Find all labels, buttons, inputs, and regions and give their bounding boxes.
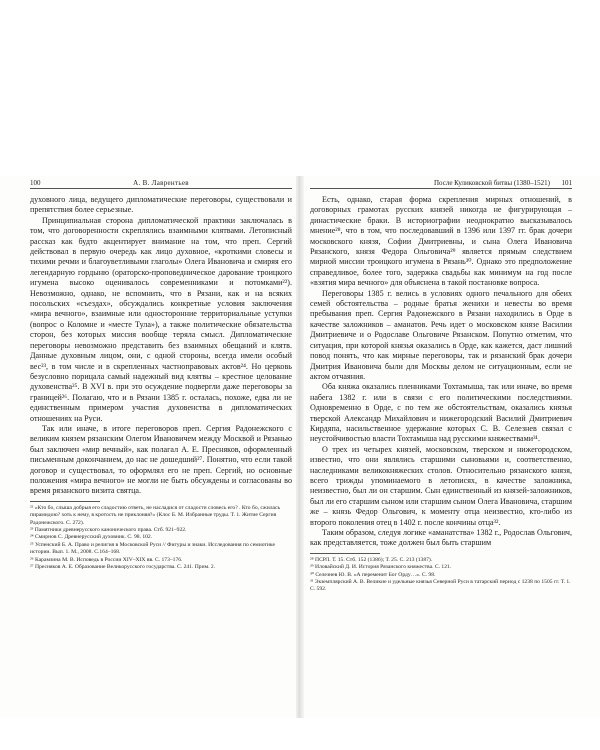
- paragraph: Есть, однако, старая форма скрепления мирных отношений, в договорных грамотах русских князей никогда не фигурирующая – династические браки. В историографии неоднократно высказывалось мнение²⁸, что в том, что последовавший в 1396 или 1397 гг. брак дочери московского князя, Софии Дмитриевны, и сына Олега Ивановича Рязанского, князя Федора Ольговича²⁹ является прямым следствием мирной миссии троицкого игумена в Рязань³⁰. Однако это предположение справедливое, более того, задержка свадьбы как минимум на год после «взятия мира вечного» для объяснена в такой постановке вопроса.: [310, 195, 572, 288]
- footnote: ²⁸ ПСРЛ. Т. 15. Стб. 152 (1386); Т. 25. С. 213 (1387).: [310, 556, 433, 563]
- left-page-body: [30, 195, 292, 497]
- left-page-header: [30, 178, 292, 189]
- right-page-number: 101: [561, 179, 572, 187]
- bottom-margin: [0, 718, 600, 750]
- paragraph: Принципиальная сторона дипломатической практики заключалась в том, что договоренности скреплялись взаимными клятвами. Летописный рассказ как будто акцентирует внимание на том, что преп. Сергий действовал в первую очередь как лицо духовное, «кроткими словесы и тихими речми и благоуветливыми глаголы» Олега Ивановича и смиряя его легендарную гордыню (ораторско-проповедническое дарование троицкого игумена высоко оценивалось современниками и потомками²²). Невозможно, однако, не вспомнить, что в Рязани, как и на всяких посольских «съездах», обсуждались конкретные условия заключения «мира вечного», взаимные или односторонние территориальные уступки (вопрос о Коломне и «месте Тула»), а также политические обязательства сторон, без которых миссия вообще теряла смысл. Дипломатические переговоры невозможно представить без взаимных обещаний и клятв. Данные духовным лицом, они, с одной стороны, всегда имели особый вес²³, в том числе и в скрепленных частноправовых актов²⁴. Но церковь безусловно порицала самый надежный вид клятвы – крестное целование духовенства²⁵. В XVI в. при это осуждение подвергли даже переговоры за границей²⁶. Полагаю, что и в Рязани 1385 г. осталась, похоже, едва ли не единственным примером участия духовенства в дипломатических отношениях на Руси.: [30, 215, 292, 423]
- left-footnotes: [30, 505, 292, 572]
- footnote: ²⁹ Иловайский Д. И. История Рязанского княжества. С. 121.: [310, 564, 452, 571]
- paragraph: Переговоры 1385 г. велись в условиях одного печального для обеих семей обстоятельства – родные братья женихи и невесты во время пребывания преп. Сергия Радонежского в Рязани находились в Орде в качестве заложников – аманатов. Речь идет о московском князе Василии Дмитриевиче и о Родославе Ольговиче Рязанском. Попутно отметим, что ситуация, при которой князья оказались в Орде, как кажется, даст лишний повод понять, что как мирные переговоры, так и рязанский брак дочери Дмитрия Ивановича были для Москвы делом не ситуационным, если не актом отчаяния.: [310, 288, 572, 381]
- footnote: ²⁵ Успенский Б. А. Право и религия в Московской Руси // Фигуры и знаки. Исследования по семиотике истории. Вып. 1. М., 2008. С.164–168.: [30, 541, 275, 556]
- paragraph: Так или иначе, в итоге переговоров преп. Сергия Радонежского с великим князем рязанским Олегом Ивановичем между Москвой и Рязанью был заключен «мир вечный», как полагал А. Е. Пресняков, оформленный письменным докончанием, до нас не дошедший²⁷. Понятно, что если такой договор и существовал, то оформлял его не преп. Сергий, но основные положения «мира вечного» не могли не быть обсуждены и согласованы во время рязанского визита святца.: [30, 423, 292, 496]
- footnote: ³¹ Экземплярский А. В. Великие и удельные князья Северной Руси в татарский период с 1238 по 1505 гг. Т. 1. С. 592.: [310, 579, 571, 593]
- paragraph: Оба княжа оказались пленниками Тохтамыша, так или иначе, во время набега 1382 г. или в связи с его политическими последствиями. Одновременно в Орде, с по тем же обстоятельствам, оказались князья тверской Александр Михайлович и нижегородский Василий Дмитриевич Кирдяпа, насильственное удержание которых С. В. Селезнев связал с неустойчивостью власти Тохтамыша над русскими княжествами³¹.: [310, 382, 572, 444]
- right-running-head: После Куликовской битвы (1380–1521): [433, 179, 550, 187]
- footnote: ²² «Кто бо, слыша добрыя его сладостию ответь, не насладися от сладости словесь его? . Кто бо, сжилась пирамидою? хоть к нему, в кротость не приклоняя?» (Клос Б. М. Избранные труды. Т. 1. Житие Сергия Радонежского. С. 272).: [30, 504, 281, 526]
- paragraph: Таким образом, следуя логике «аманатства» 1382 г., Родослав Ольгович, как представляется, тоже должен был быть старшим: [310, 528, 572, 548]
- footnote: ²³ Памятники древнерусского канонического права. Стб. 921–922.: [30, 527, 187, 533]
- footnote-rule: [30, 501, 100, 502]
- paragraph: О трех из четырех князей, московском, тверском и нижегородском, известно, что они являлись старшими сыновьями и, соответственно, наследниками великокняжеских столов. Относительно рязанского князя, всего трижды упоминаемого в летописях, в качестве заложника, неизвестно, был ли он старшим. Сын единственный из князей-заложников, был ли его старшим сыном или старшим сыном Олега Ивановича, старшим же – князь Федор Ольгович, к моменту отца неизвестно, кто-либо из второго поколения отец в 1402 г. после кончины отца³².: [310, 444, 572, 527]
- left-running-head: А. В. Лаврентьев: [133, 179, 189, 187]
- footnote: ²⁷ Пресняков А. Е. Образование Великорусского государства. С. 241. Прим. 2.: [30, 564, 216, 571]
- right-page-body: [310, 195, 572, 549]
- left-page-number: 100: [30, 179, 41, 187]
- paragraph: духовного лица, ведущего дипломатические переговоры, существовали и препятствия более серьезные.: [30, 195, 292, 215]
- footnote: ³⁰ Селезнев Ю. В. «А переменит Бог Орду…». С. 98.: [310, 571, 436, 578]
- left-page: [30, 178, 292, 718]
- top-margin: [0, 0, 600, 176]
- footnote-rule: [310, 553, 380, 554]
- book-gutter: [296, 176, 304, 718]
- footnote: ²⁴ Смирнов С. Древнерусский духовник. С. 98. 102.: [30, 534, 153, 541]
- footnote: ²⁶ Карамзина М. В. Исповедь в России XIV–XIX вв. С. 173–176.: [30, 556, 183, 563]
- right-footnotes: [310, 557, 572, 594]
- right-page: [310, 178, 572, 718]
- right-page-header: [310, 178, 572, 189]
